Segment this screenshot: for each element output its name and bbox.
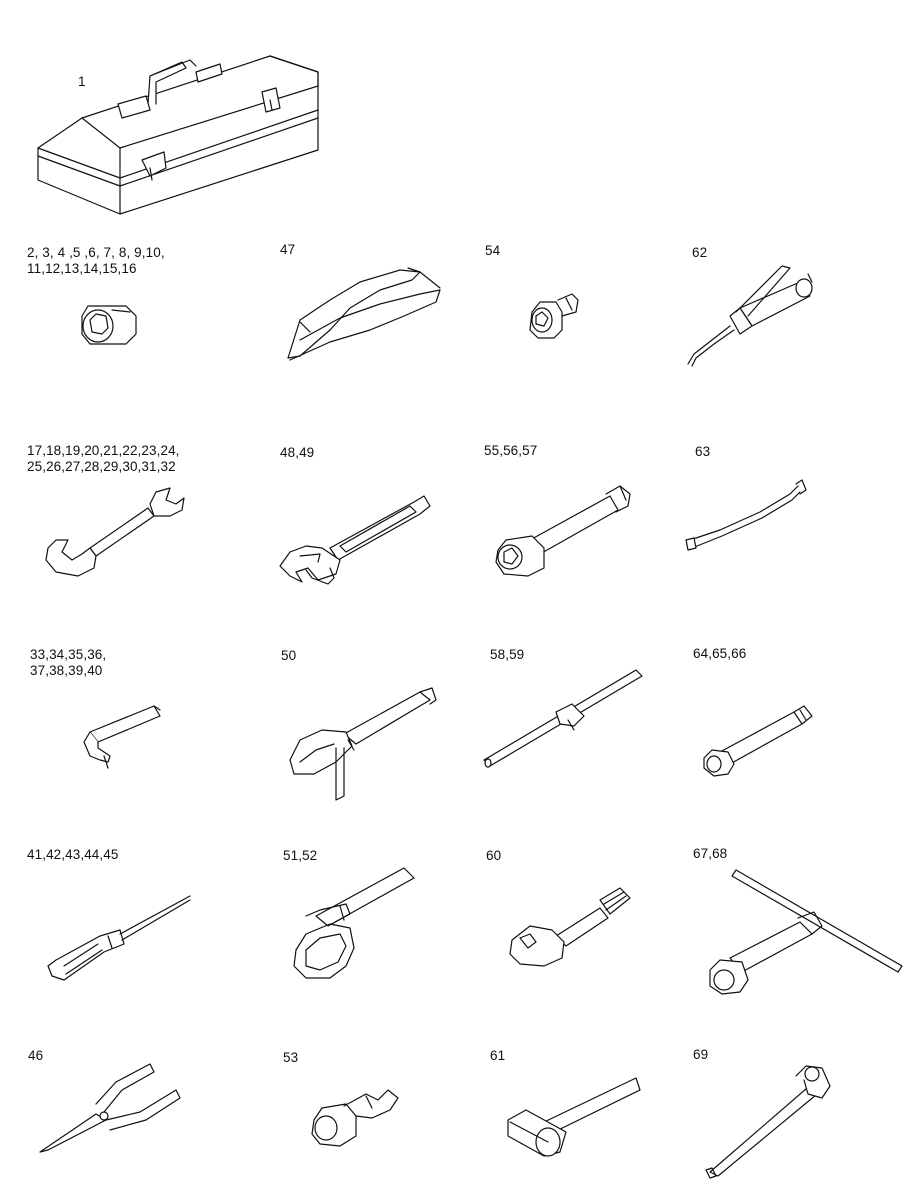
mallet-61-drawing — [508, 1078, 640, 1156]
grease-gun-62-drawing — [688, 266, 812, 366]
label-t-bars: 58,59 — [490, 647, 525, 662]
hose-63-drawing — [686, 480, 806, 550]
adapter-54-drawing — [530, 294, 578, 338]
label-screwdrivers: 41,42,43,44,45 — [27, 847, 119, 862]
toolbox-drawing — [38, 56, 318, 214]
strap-wrench-50-drawing — [290, 688, 436, 800]
screwdriver-drawing — [48, 896, 190, 980]
wrench-drawing — [46, 488, 184, 576]
t-wrench-drawing — [710, 870, 902, 994]
label-t-wrenches: 67,68 — [693, 846, 728, 861]
socket-drawing — [82, 306, 136, 344]
label-mallet-61: 61 — [490, 1048, 506, 1063]
label-universal-joint-53: 53 — [283, 1050, 299, 1065]
wheel-brace-69-drawing — [706, 1066, 830, 1178]
hex-key-drawing — [84, 706, 160, 768]
extension-bar-drawing — [496, 486, 630, 576]
pliers-46-drawing — [40, 1064, 180, 1152]
adjustable-wrench-drawing — [280, 496, 430, 584]
label-adjustable-wrench: 48,49 — [280, 445, 315, 460]
box-spanner-drawing — [704, 706, 812, 776]
label-grease-gun-62: 62 — [692, 245, 708, 260]
label-toolbox: 1 — [78, 74, 86, 89]
filter-wrench-drawing — [294, 868, 414, 978]
pliers-47-drawing — [288, 268, 440, 360]
label-adapter-54: 54 — [485, 243, 501, 258]
label-box-spanners: 64,65,66 — [693, 646, 747, 661]
label-hose-63: 63 — [695, 444, 711, 459]
ratchet-60-drawing — [510, 888, 630, 966]
label-sockets: 2, 3, 4 ,5 ,6, 7, 8, 9,10, 11,12,13,14,15,16 — [27, 245, 165, 276]
label-ratchet-60: 60 — [486, 848, 502, 863]
label-extensions: 55,56,57 — [484, 443, 538, 458]
label-hex-keys: 33,34,35,36, 37,38,39,40 — [30, 647, 107, 678]
label-pliers-46: 46 — [28, 1048, 44, 1063]
t-bar-drawing — [484, 670, 642, 767]
label-wheel-brace-69: 69 — [693, 1047, 709, 1062]
label-filter-wrench: 51,52 — [283, 848, 318, 863]
label-pliers-47: 47 — [280, 242, 296, 257]
universal-joint-drawing — [312, 1090, 398, 1146]
label-strap-wrench-50: 50 — [281, 648, 297, 663]
label-wrenches: 17,18,19,20,21,22,23,24, 25,26,27,28,29,30,31,32 — [27, 443, 180, 474]
